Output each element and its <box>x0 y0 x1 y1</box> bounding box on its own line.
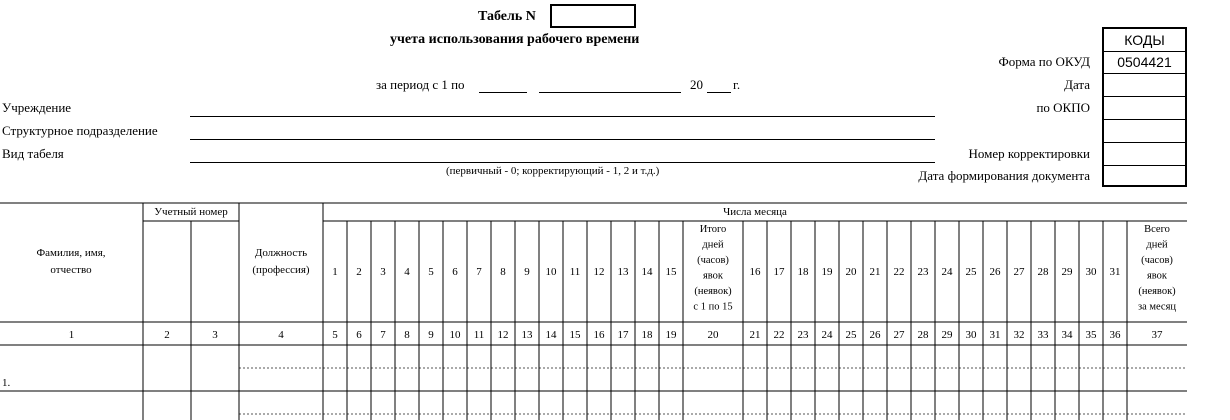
column-number: 14 <box>545 329 557 341</box>
column-number: 21 <box>749 329 761 341</box>
total-column-header: дней <box>1146 239 1168 251</box>
day-number-header: 14 <box>641 266 653 278</box>
days-of-month-header: Числа месяца <box>723 206 787 218</box>
column-number: 17 <box>617 329 629 341</box>
column-number: 34 <box>1061 329 1073 341</box>
column-number: 2 <box>164 329 170 341</box>
column-number: 11 <box>473 329 485 341</box>
total-column-header: (неявок) <box>1138 286 1176 297</box>
name-column-header: Фамилия, имя, <box>36 247 106 259</box>
day-number-header: 24 <box>941 266 953 278</box>
timesheet-type-label: Вид табеля <box>2 146 64 161</box>
day-number-header: 13 <box>617 266 629 278</box>
day-number-header: 15 <box>665 266 677 278</box>
column-number: 6 <box>356 329 362 341</box>
subtotal-column-header: явок <box>702 270 724 282</box>
day-number-header: 23 <box>917 266 929 278</box>
column-number: 28 <box>917 329 929 341</box>
name-column-header: отчество <box>50 264 92 276</box>
day-number-header: 30 <box>1085 266 1097 278</box>
day-number-header: 31 <box>1109 266 1121 278</box>
column-number: 23 <box>797 329 809 341</box>
total-column-header: Всего <box>1144 224 1170 235</box>
column-number: 8 <box>404 329 410 341</box>
column-number: 31 <box>989 329 1001 341</box>
total-column-header: (часов) <box>1141 255 1173 266</box>
day-number-header: 18 <box>797 266 809 278</box>
column-number: 1 <box>68 329 75 341</box>
day-number-header: 3 <box>380 266 386 278</box>
column-number: 3 <box>212 329 218 341</box>
account-number-header: Учетный номер <box>154 206 228 218</box>
codes-header: КОДЫ <box>1104 29 1185 52</box>
column-number: 18 <box>641 329 653 341</box>
formation-date-label: Дата формирования документа <box>918 168 1090 183</box>
year-prefix: 20 <box>690 77 703 92</box>
day-number-header: 7 <box>476 266 482 278</box>
department-label: Структурное подразделение <box>2 123 158 138</box>
subtotal-column-header: (часов) <box>697 255 729 266</box>
okud-code-cell[interactable]: 0504421 <box>1104 52 1185 74</box>
day-number-header: 11 <box>569 266 581 278</box>
subtotal-column-header: (неявок) <box>694 286 732 297</box>
timesheet-type-hint: (первичный - 0; корректирующий - 1, 2 и т.д.) <box>446 165 660 177</box>
position-column-header: Должность <box>254 247 308 259</box>
column-number: 13 <box>521 329 533 341</box>
total-column-header: явок <box>1146 270 1168 282</box>
subtotal-column-header: дней <box>702 239 724 251</box>
year-suffix: г. <box>733 77 741 92</box>
day-number-header: 10 <box>545 266 557 278</box>
day-number-header: 20 <box>845 266 857 278</box>
row-index: 1. <box>2 377 11 389</box>
okud-label: Форма по ОКУД <box>998 54 1090 69</box>
day-number-header: 8 <box>500 266 506 278</box>
column-number: 32 <box>1013 329 1025 341</box>
day-number-header: 6 <box>452 266 458 278</box>
column-number: 12 <box>497 329 509 341</box>
page-subtitle: учета использования рабочего времени <box>390 32 640 47</box>
day-number-header: 16 <box>749 266 761 278</box>
day-number-header: 29 <box>1061 266 1073 278</box>
column-number: 29 <box>941 329 953 341</box>
column-number: 37 <box>1151 329 1163 341</box>
subtotal-column-header: с 1 по 15 <box>693 301 733 313</box>
day-number-header: 1 <box>332 266 338 278</box>
day-number-header: 28 <box>1037 266 1049 278</box>
day-number-header: 2 <box>356 266 362 278</box>
day-number-header: 27 <box>1013 266 1025 278</box>
column-number: 16 <box>593 329 605 341</box>
period-label: за период с 1 по <box>376 77 465 92</box>
subtotal-column-header: Итого <box>699 224 727 235</box>
date-label: Дата <box>1064 77 1090 92</box>
column-number: 15 <box>569 329 581 341</box>
day-number-header: 12 <box>593 266 605 278</box>
column-number: 35 <box>1085 329 1097 341</box>
column-number: 27 <box>893 329 905 341</box>
column-number: 25 <box>845 329 857 341</box>
column-number: 20 <box>707 329 719 341</box>
day-number-header: 21 <box>869 266 881 278</box>
column-number: 26 <box>869 329 881 341</box>
day-number-header: 4 <box>404 266 410 278</box>
column-number: 30 <box>965 329 977 341</box>
position-column-header: (профессия) <box>252 264 310 276</box>
day-number-header: 22 <box>893 266 905 278</box>
correction-number-label: Номер корректировки <box>968 146 1090 161</box>
title-prefix: Табель N <box>478 9 536 24</box>
day-number-header: 9 <box>524 266 530 278</box>
day-number-header: 19 <box>821 266 833 278</box>
day-number-header: 25 <box>965 266 977 278</box>
column-number: 10 <box>449 329 461 341</box>
column-number: 19 <box>665 329 677 341</box>
column-number: 4 <box>278 329 284 341</box>
column-number: 22 <box>773 329 785 341</box>
column-number: 7 <box>380 329 386 341</box>
total-column-header: за месяц <box>1137 301 1177 313</box>
column-number: 36 <box>1109 329 1121 341</box>
column-number: 33 <box>1037 329 1049 341</box>
day-number-header: 26 <box>989 266 1001 278</box>
day-number-header: 17 <box>773 266 785 278</box>
column-number: 24 <box>821 329 833 341</box>
column-number: 5 <box>332 329 338 341</box>
okpo-label: по ОКПО <box>1036 100 1090 115</box>
column-number: 9 <box>428 329 434 341</box>
day-number-header: 5 <box>428 266 434 278</box>
institution-label: Учреждение <box>2 100 72 115</box>
